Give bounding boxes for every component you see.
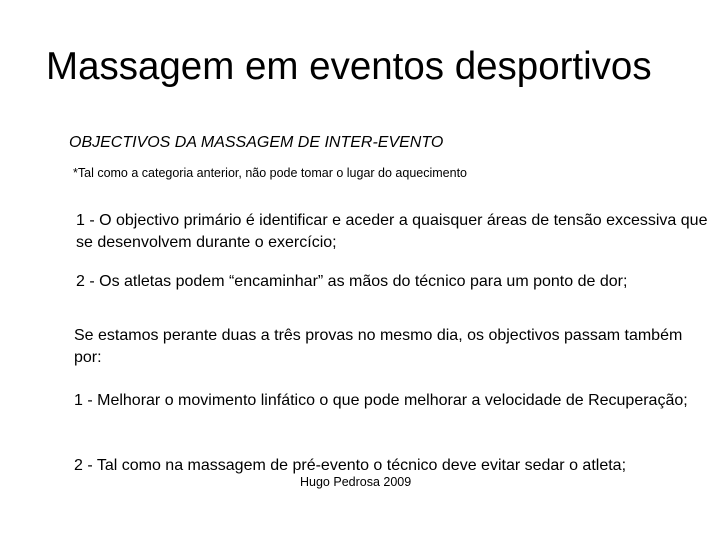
section-heading: OBJECTIVOS DA MASSAGEM DE INTER-EVENTO [69, 134, 444, 151]
author-footer: Hugo Pedrosa 2009 [300, 475, 412, 489]
extra-point-1: 1 - Melhorar o movimento linfático o que pode melhorar a velocidade de Recuperação; [74, 392, 688, 409]
objective-point-1: 1 - O objectivo primário é identificar e aceder a quaisquer áreas de tensão excessiva que se desenvolvem durante o exercício; [76, 212, 708, 251]
extra-point-2: 2 - Tal como na massagem de pré-evento o técnico deve evitar sedar o atleta; [74, 457, 627, 474]
slide-title: Massagem em eventos desportivos [46, 45, 652, 88]
footnote: *Tal como a categoria anterior, não pode tomar o lugar do aquecimento [73, 166, 467, 180]
intro-paragraph: Se estamos perante duas a três provas no mesmo dia, os objectivos passam também por: [74, 327, 683, 366]
objective-point-2: 2 - Os atletas podem “encaminhar” as mãos do técnico para um ponto de dor; [76, 273, 628, 290]
